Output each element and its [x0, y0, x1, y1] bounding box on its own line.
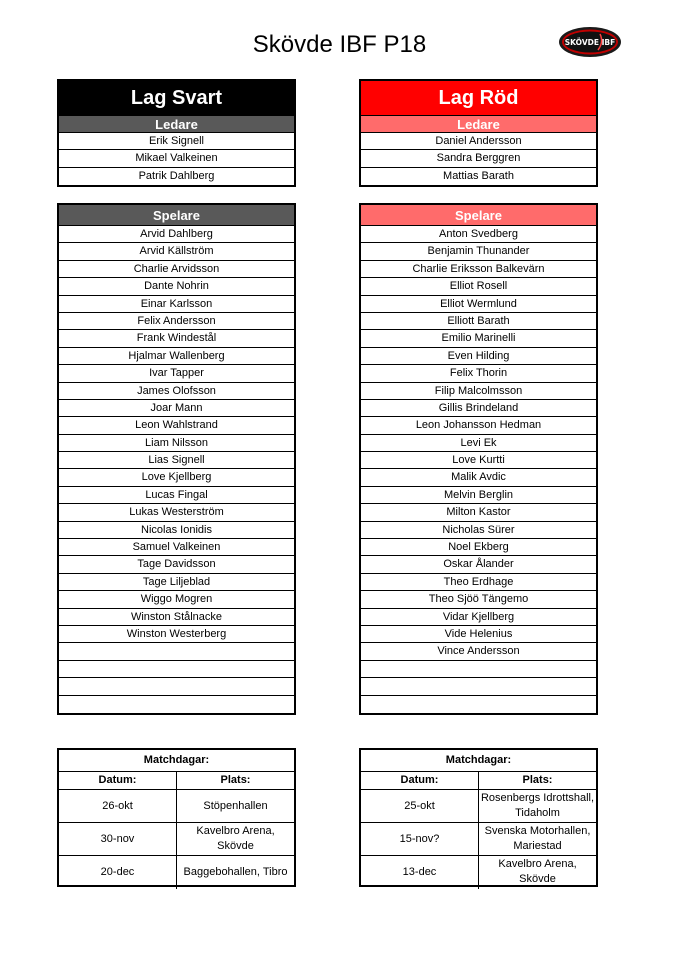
player-row: Milton Kastor — [361, 504, 596, 521]
player-row: Filip Malcolmsson — [361, 383, 596, 400]
team-black-leaders-block — [57, 79, 296, 187]
player-row: Vide Helenius — [361, 626, 596, 643]
team-red-players-list — [361, 226, 596, 713]
player-row: Dante Nohrin — [59, 278, 294, 295]
player-row: Nicolas Ionidis — [59, 522, 294, 539]
player-row: Levi Ek — [361, 435, 596, 452]
player-row: Ivar Tapper — [59, 365, 294, 382]
player-row: Charlie Eriksson Balkevärn — [361, 261, 596, 278]
player-row: Tage Davidsson — [59, 556, 294, 573]
player-row — [361, 696, 596, 713]
match-place: Stöpenhallen — [177, 790, 295, 823]
player-row: Love Kurtti — [361, 452, 596, 469]
leader-row: Erik Signell — [59, 133, 294, 150]
player-row: Vince Andersson — [361, 643, 596, 660]
team-black-title: Lag Svart — [59, 81, 294, 116]
match-date: 13-dec — [361, 856, 479, 889]
player-row: Samuel Valkeinen — [59, 539, 294, 556]
team-red-leaders-block — [359, 79, 598, 187]
player-row: Malik Avdic — [361, 469, 596, 486]
player-row — [59, 678, 294, 695]
team-black-players-header: Spelare — [59, 205, 294, 226]
player-row: Joar Mann — [59, 400, 294, 417]
match-place-header: Plats: — [177, 772, 295, 790]
team-black-leaders-header: Ledare — [59, 116, 294, 133]
match-date: 26-okt — [59, 790, 177, 823]
player-row: Oskar Ålander — [361, 556, 596, 573]
leader-row: Mattias Barath — [443, 169, 514, 182]
player-row: Vidar Kjellberg — [361, 609, 596, 626]
leader-row: Daniel Andersson — [361, 133, 596, 150]
player-row: Elliot Wermlund — [361, 296, 596, 313]
match-title: Matchdagar: — [361, 750, 596, 772]
player-row: Lucas Fingal — [59, 487, 294, 504]
player-row: Emilio Marinelli — [361, 330, 596, 347]
team-black-players-block — [57, 203, 296, 715]
player-row: Benjamin Thunander — [361, 243, 596, 260]
player-row — [361, 678, 596, 695]
player-row: Love Kjellberg — [59, 469, 294, 486]
match-place: Kavelbro Arena, Skövde — [177, 823, 295, 856]
player-row: Theo Sjöö Tängemo — [361, 591, 596, 608]
player-row: Noel Ekberg — [361, 539, 596, 556]
team-red-players-header: Spelare — [361, 205, 596, 226]
player-row: Wiggo Mogren — [59, 591, 294, 608]
match-place: Baggebohallen, Tibro — [177, 856, 295, 889]
player-row: Liam Nilsson — [59, 435, 294, 452]
player-row: Anton Svedberg — [361, 226, 596, 243]
match-place: Rosenbergs Idrottshall, Tidaholm — [479, 790, 597, 823]
player-row — [59, 661, 294, 678]
player-row: Nicholas Sürer — [361, 522, 596, 539]
player-row: Melvin Berglin — [361, 487, 596, 504]
team-red-title: Lag Röd — [361, 81, 596, 116]
team-red-match-block — [359, 748, 598, 887]
player-row: Lukas Westerström — [59, 504, 294, 521]
player-row: Leon Wahlstrand — [59, 417, 294, 434]
player-row: Felix Thorin — [361, 365, 596, 382]
player-row: Charlie Arvidsson — [59, 261, 294, 278]
match-date-header: Datum: — [361, 772, 479, 790]
match-date: 15-nov? — [361, 823, 479, 856]
team-black-match-table — [59, 750, 294, 889]
match-date-header: Datum: — [59, 772, 177, 790]
player-row: Felix Andersson — [59, 313, 294, 330]
player-row: Elliott Barath — [361, 313, 596, 330]
player-row: Lias Signell — [59, 452, 294, 469]
match-place-header: Plats: — [479, 772, 597, 790]
player-row: Hjalmar Wallenberg — [59, 348, 294, 365]
player-row: Elliot Rosell — [361, 278, 596, 295]
player-row: Tage Liljeblad — [59, 574, 294, 591]
player-row: Frank Windestål — [59, 330, 294, 347]
player-row: Arvid Dahlberg — [59, 226, 294, 243]
team-black-players-list — [59, 226, 294, 713]
club-logo — [558, 26, 622, 58]
player-row: Einar Karlsson — [59, 296, 294, 313]
player-row: Even Hilding — [361, 348, 596, 365]
logo-text: SKÖVDE IBF — [564, 38, 616, 47]
match-place: Svenska Motorhallen, Mariestad — [479, 823, 597, 856]
leader-row: Sandra Berggren — [361, 150, 596, 167]
match-date: 30-nov — [59, 823, 177, 856]
player-row: Gillis Brindeland — [361, 400, 596, 417]
match-date: 25-okt — [361, 790, 479, 823]
leader-row: Patrik Dahlberg — [138, 169, 215, 182]
team-red-match-table — [361, 750, 596, 889]
match-title: Matchdagar: — [59, 750, 294, 772]
player-row: Winston Stålnacke — [59, 609, 294, 626]
team-red-players-block — [359, 203, 598, 715]
match-date: 20-dec — [59, 856, 177, 889]
match-place: Kavelbro Arena, Skövde — [479, 856, 597, 889]
player-row: Leon Johansson Hedman — [361, 417, 596, 434]
page-title: Skövde IBF P18 — [252, 31, 427, 58]
team-black-match-block — [57, 748, 296, 887]
player-row — [361, 661, 596, 678]
player-row: Arvid Källström — [59, 243, 294, 260]
player-row: Theo Erdhage — [361, 574, 596, 591]
player-row — [59, 696, 294, 713]
player-row: Winston Westerberg — [59, 626, 294, 643]
team-red-leaders-header: Ledare — [361, 116, 596, 133]
leader-row: Mikael Valkeinen — [59, 150, 294, 167]
player-row: James Olofsson — [59, 383, 294, 400]
player-row — [59, 643, 294, 660]
